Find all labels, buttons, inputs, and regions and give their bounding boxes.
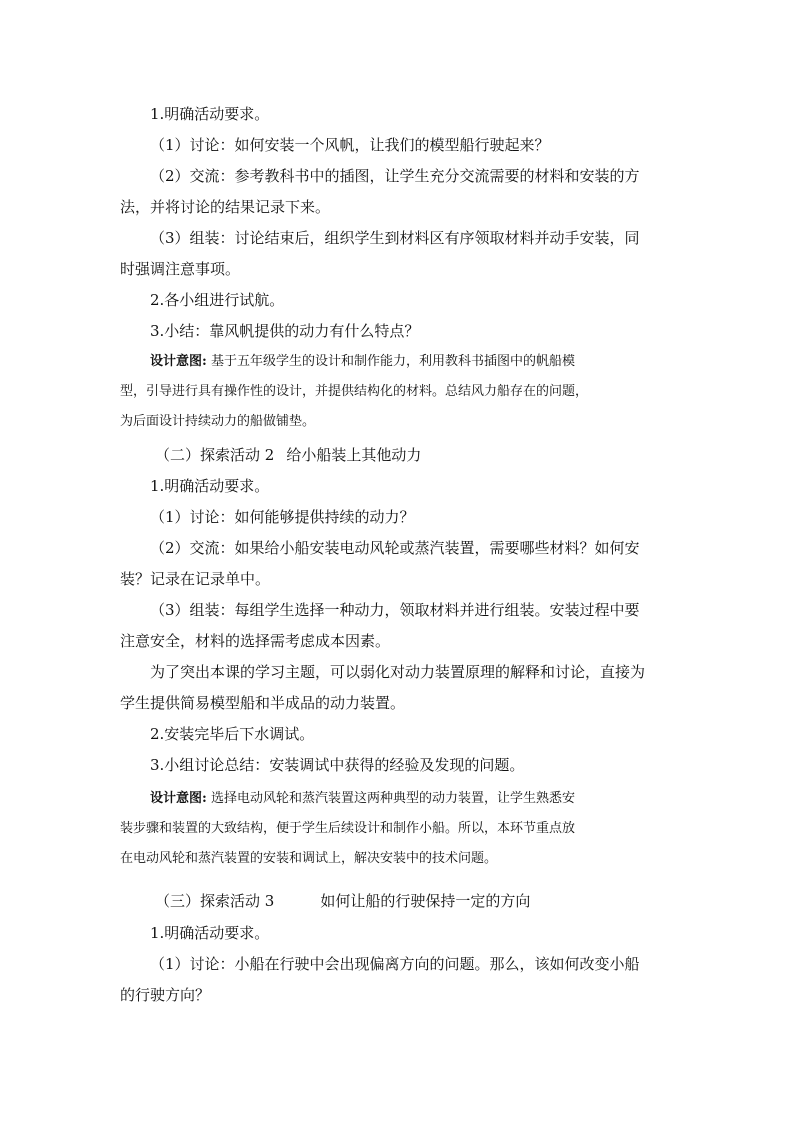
design-intent-text: 选择电动风轮和蒸汽装置这两种典型的动力装置，让学生熟悉安: [206, 791, 575, 806]
paragraph: 时强调注意事项。: [120, 260, 241, 278]
design-intent-note: [150, 352, 575, 372]
paragraph: （2）交流：参考教科书中的插图，让学生充分交流需要的材料和安装的方: [150, 167, 640, 185]
paragraph: （3）组装：每组学生选择一种动力，领取材料并进行组装。安装过程中要: [150, 601, 640, 619]
section-title: 如何让船的行驶保持一定的方向: [320, 892, 531, 910]
section-prefix: （三）探索活动 3: [155, 892, 275, 910]
design-intent-text: 基于五年级学生的设计和制作能力，利用教科书插图中的帆船模: [206, 354, 575, 369]
paragraph: 装？记录在记录单中。: [120, 570, 271, 588]
paragraph: （2）交流：如果给小船安装电动风轮或蒸汽装置，需要哪些材料？如何安: [150, 539, 640, 557]
section-heading: [155, 890, 530, 912]
paragraph: （3）组装：讨论结束后，组织学生到材料区有序领取材料并动手安装，同: [150, 229, 640, 247]
design-intent-text: 为后面设计持续动力的船做铺垫。: [120, 414, 316, 429]
design-intent-label: 设计意图:: [150, 791, 207, 806]
section-heading: [155, 444, 421, 466]
paragraph: 2.各小组进行试航。: [150, 291, 285, 309]
paragraph: 为了突出本课的学习主题，可以弱化对动力装置原理的解释和讨论，直接为: [150, 663, 646, 681]
paragraph: （1）讨论：如何安装一个风帆，让我们的模型船行驶起来？: [150, 136, 550, 154]
paragraph: （1）讨论：如何能够提供持续的动力？: [150, 508, 415, 526]
paragraph: 注意安全，材料的选择需考虑成本因素。: [120, 632, 391, 650]
section-title: 给小船装上其他动力: [286, 446, 422, 464]
design-intent-text: 型，引导进行具有操作性的设计，并提供结构化的材料。总结风力船存在的问题，: [120, 384, 589, 399]
paragraph: 的行驶方向？: [120, 986, 211, 1004]
paragraph: 1.明确活动要求。: [150, 105, 270, 123]
design-intent-note: [150, 789, 575, 809]
paragraph: 学生提供简易模型船和半成品的动力装置。: [120, 694, 406, 712]
paragraph: 1.明确活动要求。: [150, 477, 270, 495]
paragraph: 1.明确活动要求。: [150, 924, 270, 942]
paragraph: 3.小组讨论总结：安装调试中获得的经验及发现的问题。: [150, 756, 525, 774]
design-intent-text: 在电动风轮和蒸汽装置的安装和调试上，解决安装中的技术问题。: [120, 851, 498, 866]
paragraph: 2.安装完毕后下水调试。: [150, 725, 315, 743]
section-prefix: （二）探索活动 2: [155, 446, 275, 464]
paragraph: 法，并将讨论的结果记录下来。: [120, 198, 331, 216]
design-intent-text: 装步骤和装置的大致结构，便于学生后续设计和制作小船。所以，本环节重点放: [120, 821, 576, 836]
paragraph: （1）讨论：小船在行驶中会出现偏离方向的问题。那么，该如何改变小船: [150, 955, 640, 973]
design-intent-label: 设计意图:: [150, 354, 207, 369]
paragraph: 3.小结：靠风帆提供的动力有什么特点？: [150, 322, 420, 340]
